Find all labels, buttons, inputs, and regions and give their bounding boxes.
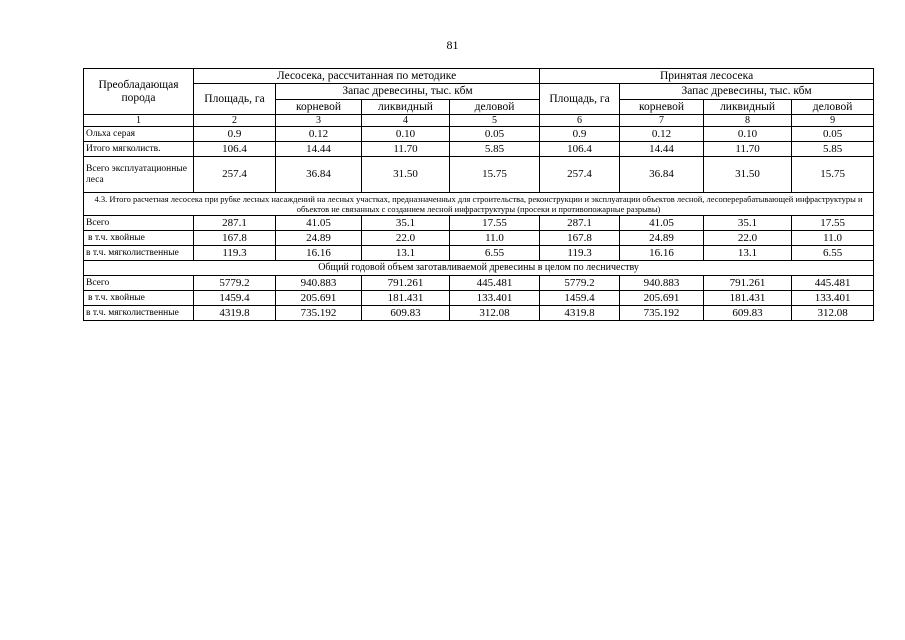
cell: 445.481 bbox=[450, 276, 540, 291]
table-row bbox=[84, 276, 874, 291]
column-number-row bbox=[84, 115, 874, 127]
header-stock-method: Запас древесины, тыс. кбм bbox=[276, 84, 540, 100]
cell: 0.05 bbox=[450, 127, 540, 142]
row-label: Всего эксплуатационные леса bbox=[84, 157, 194, 193]
header-liquid-method: ликвидный bbox=[362, 100, 450, 115]
cell: 6.55 bbox=[792, 246, 874, 261]
cell: 11.70 bbox=[362, 142, 450, 157]
cell: 36.84 bbox=[620, 157, 704, 193]
row-label: Итого мягколиств. bbox=[84, 142, 194, 157]
header-liquid-accepted: ликвидный bbox=[704, 100, 792, 115]
cell: 5779.2 bbox=[194, 276, 276, 291]
cell: 106.4 bbox=[194, 142, 276, 157]
cell: 0.10 bbox=[362, 127, 450, 142]
cell: 24.89 bbox=[276, 231, 362, 246]
column-number: 4 bbox=[362, 115, 450, 127]
row-label: в т.ч. мягколиственные bbox=[84, 246, 194, 261]
page-number: 81 bbox=[446, 38, 459, 52]
cell: 940.883 bbox=[620, 276, 704, 291]
header-species: Преобладающая порода bbox=[84, 69, 194, 115]
cell: 735.192 bbox=[276, 306, 362, 321]
cell: 791.261 bbox=[362, 276, 450, 291]
table-row bbox=[84, 216, 874, 231]
cell: 205.691 bbox=[276, 291, 362, 306]
header-root-method: корневой bbox=[276, 100, 362, 115]
cell: 312.08 bbox=[792, 306, 874, 321]
cell: 17.55 bbox=[450, 216, 540, 231]
header-row-2 bbox=[84, 84, 874, 100]
table-row bbox=[84, 142, 874, 157]
column-number: 3 bbox=[276, 115, 362, 127]
cell: 0.12 bbox=[276, 127, 362, 142]
column-number: 9 bbox=[792, 115, 874, 127]
cell: 5.85 bbox=[792, 142, 874, 157]
cell: 167.8 bbox=[194, 231, 276, 246]
cell: 16.16 bbox=[276, 246, 362, 261]
column-number: 6 bbox=[540, 115, 620, 127]
table-row bbox=[84, 306, 874, 321]
cell: 735.192 bbox=[620, 306, 704, 321]
cell: 445.481 bbox=[792, 276, 874, 291]
cell: 13.1 bbox=[704, 246, 792, 261]
cell: 133.401 bbox=[450, 291, 540, 306]
row-label: в т.ч. хвойные bbox=[84, 291, 194, 306]
cell: 5.85 bbox=[450, 142, 540, 157]
cell: 940.883 bbox=[276, 276, 362, 291]
cell: 1459.4 bbox=[540, 291, 620, 306]
header-stock-accepted: Запас древесины, тыс. кбм bbox=[620, 84, 874, 100]
table-row bbox=[84, 246, 874, 261]
cell: 6.55 bbox=[450, 246, 540, 261]
table-row bbox=[84, 127, 874, 142]
cell: 17.55 bbox=[792, 216, 874, 231]
cell: 287.1 bbox=[540, 216, 620, 231]
cell: 35.1 bbox=[704, 216, 792, 231]
cell: 0.10 bbox=[704, 127, 792, 142]
cell: 106.4 bbox=[540, 142, 620, 157]
cell: 312.08 bbox=[450, 306, 540, 321]
cell: 24.89 bbox=[620, 231, 704, 246]
cell: 11.0 bbox=[450, 231, 540, 246]
row-label: Ольха серая bbox=[84, 127, 194, 142]
cell: 36.84 bbox=[276, 157, 362, 193]
column-number: 1 bbox=[84, 115, 194, 127]
cell: 167.8 bbox=[540, 231, 620, 246]
column-number: 5 bbox=[450, 115, 540, 127]
table-row bbox=[84, 291, 874, 306]
cell: 15.75 bbox=[450, 157, 540, 193]
cell: 0.9 bbox=[540, 127, 620, 142]
section-43-title: 4.3. Итого расчетная лесосека при рубке лесных насаждений на лесных участках, предназначенных для строительства, реконструкции и эксплуатации объектов лесной, лесоперерабатывающей инфраструктуры и объектов не связанных с созданием лесной инфраструктуры (просеки и противопожарные разрывы) bbox=[84, 193, 874, 216]
cell: 133.401 bbox=[792, 291, 874, 306]
header-business-method: деловой bbox=[450, 100, 540, 115]
cell: 41.05 bbox=[276, 216, 362, 231]
forest-felling-table bbox=[83, 68, 874, 321]
table-row bbox=[84, 157, 874, 193]
column-number: 2 bbox=[194, 115, 276, 127]
cell: 22.0 bbox=[704, 231, 792, 246]
cell: 257.4 bbox=[194, 157, 276, 193]
cell: 14.44 bbox=[620, 142, 704, 157]
cell: 181.431 bbox=[704, 291, 792, 306]
cell: 4319.8 bbox=[540, 306, 620, 321]
cell: 11.0 bbox=[792, 231, 874, 246]
cell: 181.431 bbox=[362, 291, 450, 306]
cell: 609.83 bbox=[362, 306, 450, 321]
cell: 4319.8 bbox=[194, 306, 276, 321]
column-number: 8 bbox=[704, 115, 792, 127]
cell: 22.0 bbox=[362, 231, 450, 246]
cell: 287.1 bbox=[194, 216, 276, 231]
cell: 16.16 bbox=[620, 246, 704, 261]
header-root-accepted: корневой bbox=[620, 100, 704, 115]
row-label: в т.ч. хвойные bbox=[84, 231, 194, 246]
cell: 11.70 bbox=[704, 142, 792, 157]
section-total-title: Общий годовой объем заготавливаемой древесины в целом по лесничеству bbox=[84, 261, 874, 276]
cell: 0.05 bbox=[792, 127, 874, 142]
column-number: 7 bbox=[620, 115, 704, 127]
cell: 31.50 bbox=[362, 157, 450, 193]
cell: 119.3 bbox=[194, 246, 276, 261]
header-method-felling: Лесосека, рассчитанная по методике bbox=[194, 69, 540, 84]
cell: 791.261 bbox=[704, 276, 792, 291]
cell: 257.4 bbox=[540, 157, 620, 193]
cell: 14.44 bbox=[276, 142, 362, 157]
section-43-row bbox=[84, 193, 874, 216]
cell: 609.83 bbox=[704, 306, 792, 321]
header-business-accepted: деловой bbox=[792, 100, 874, 115]
cell: 1459.4 bbox=[194, 291, 276, 306]
cell: 0.9 bbox=[194, 127, 276, 142]
cell: 205.691 bbox=[620, 291, 704, 306]
table-row bbox=[84, 231, 874, 246]
cell: 15.75 bbox=[792, 157, 874, 193]
cell: 31.50 bbox=[704, 157, 792, 193]
header-area-method: Площадь, га bbox=[194, 84, 276, 115]
row-label: Всего bbox=[84, 216, 194, 231]
header-area-accepted: Площадь, га bbox=[540, 84, 620, 115]
cell: 13.1 bbox=[362, 246, 450, 261]
section-total-row bbox=[84, 261, 874, 276]
cell: 0.12 bbox=[620, 127, 704, 142]
cell: 35.1 bbox=[362, 216, 450, 231]
header-accepted-felling: Принятая лесосека bbox=[540, 69, 874, 84]
row-label: в т.ч. мягколиственные bbox=[84, 306, 194, 321]
cell: 41.05 bbox=[620, 216, 704, 231]
header-row-1 bbox=[84, 69, 874, 84]
row-label: Всего bbox=[84, 276, 194, 291]
cell: 119.3 bbox=[540, 246, 620, 261]
cell: 5779.2 bbox=[540, 276, 620, 291]
